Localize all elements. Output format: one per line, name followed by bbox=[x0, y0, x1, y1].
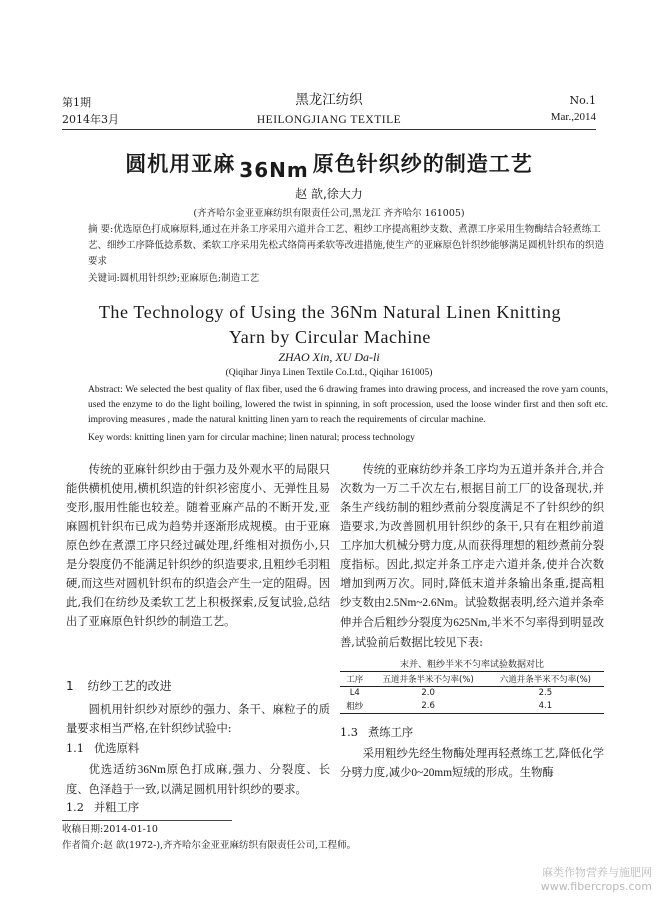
watermark-url: www.fibercrops.com bbox=[540, 880, 652, 893]
subsection-1-2-number: 1.2 bbox=[66, 801, 84, 814]
paper-title-cn bbox=[0, 148, 658, 182]
table-cell-label: 粗纱 bbox=[346, 702, 364, 712]
section-1-title: 纺纱工艺的改进 bbox=[87, 679, 172, 693]
header-rule bbox=[62, 129, 596, 130]
date-right: Mar.,2014 bbox=[550, 111, 596, 123]
paper-title-en: The Technology of Using the 36Nm Natural Linen Knitting Yarn by Circular Machine bbox=[98, 302, 562, 347]
issue-right: No.1 bbox=[569, 94, 596, 107]
subsection-1-1-heading bbox=[66, 740, 139, 756]
author-note-part-2: ),齐齐哈尔金亚亚麻纺织有限责任公司,工程师。 bbox=[156, 840, 357, 851]
subsection-1-3-heading bbox=[340, 724, 413, 740]
subsection-1-3-number: 1.3 bbox=[340, 726, 358, 739]
subsection-1-1-paragraph bbox=[66, 760, 330, 799]
s11-yarn-count: 36Nm bbox=[137, 764, 166, 776]
data-table bbox=[340, 671, 604, 714]
footnote-author bbox=[62, 838, 356, 854]
table-header-six-pass: 六道并条半米不匀率(%) bbox=[499, 675, 591, 685]
title-cn-part-1: 圆机用亚麻 bbox=[125, 152, 236, 176]
author-note-part-1: 赵 歆( bbox=[103, 840, 129, 851]
abstract-cn-text: 优选原色打成麻原料,通过在并条工序采用六道并合工艺、粗纱工序提高粗纱支数、煮漂工序采用生物酶结合轻煮练工艺、细纱工序降低捻系数、柔软工序采用先松式络筒再柔软等改进措施,使生产的亚麻原色针织纱能够满足圆机针织布的织造要求 bbox=[88, 224, 605, 267]
table-cell-label: L4 bbox=[349, 688, 360, 698]
affiliation-en: (Qiqihar Jinya Linen Textile Co.Ltd., Qiqihar 161005) bbox=[225, 368, 433, 378]
abstract-en-label: Abstract: bbox=[88, 385, 123, 395]
subsection-1-2-heading bbox=[66, 799, 139, 815]
keywords-en-label: Key words: bbox=[88, 433, 133, 443]
authors-cn: 赵 歆,徐大力 bbox=[295, 187, 363, 201]
title-cn-part-2: 原色针织纱的制造工艺 bbox=[312, 152, 533, 176]
section-1-number: 1 bbox=[66, 679, 74, 693]
right-text-part-3: ,半米不匀率得到明显改善,试验前后数据比较见下表: bbox=[340, 616, 604, 649]
s13-text-part-1: 采用粗纱先经生物酶处理再轻煮练工艺,降低化学分劈力度,减少 bbox=[340, 747, 604, 779]
right-text-part-1: 传统的亚麻纺纱并条工序均为五道并条并合,并合次数为一万二千次左右,根据目前工厂的设备现状,并条生产线纺制的粗纱煮前分裂度满足不了针织纱的织造要求,为改善圆机用针织纱的条干,只有在粗纱前道工序加大机械分劈力度,从而获得理想的粗纱煮前分裂度指标。因此,拟定并条工序走六道并条,使并合次数增加到两万次。同时,降低末道并条输出条重,提高粗纱支数由 bbox=[340, 463, 604, 609]
subsection-1-3-paragraph bbox=[340, 744, 604, 783]
table-header-process: 工序 bbox=[346, 675, 364, 685]
intro-paragraph: 传统的亚麻针织纱由于强力及外观水平的局限只能供横机使用,横机织造的针织衫密度小、无弹性且易变形,服用性能也较差。随着亚麻产品的不断开发,亚麻圆机针织布已成为趋势并逐渐形成规模。由于亚麻原色纱在煮漂工序只经过碱处理,纤维相对损伤小,只是分裂度仍不能满足针织纱的织造要求,且粗纱毛羽粗硬,而这些对圆机针织布的织造会产生一定的阻碍。因此,我们在纺纱及柔软工艺上积极探索,反复试验,总结出了亚麻原色针织纱的制造工艺。 bbox=[66, 463, 330, 628]
s11-text-part-1: 优选适纺 bbox=[88, 763, 138, 776]
received-date: 2014-01-10 bbox=[103, 824, 158, 835]
journal-title-cn: 黑龙江纺织 bbox=[295, 92, 363, 108]
date-left: 2014年3月 bbox=[62, 113, 119, 126]
affiliation-cn: (齐齐哈尔金亚亚麻纺织有限责任公司,黑龙江 齐齐哈尔 161005) bbox=[193, 208, 465, 219]
table-cell-five: 2.6 bbox=[421, 701, 435, 711]
footnote-rule bbox=[62, 820, 232, 821]
abstract-cn-label: 摘 要: bbox=[88, 224, 114, 235]
authors-en: ZHAO Xin, XU Da-li bbox=[278, 350, 380, 364]
keywords-cn bbox=[88, 271, 608, 287]
fiber-length-range: 0~20mm bbox=[411, 767, 453, 779]
table-row bbox=[340, 687, 604, 700]
abstract-en bbox=[88, 383, 608, 428]
subsection-1-2-title: 并粗工序 bbox=[93, 801, 140, 814]
subsection-1-1-title: 优选原料 bbox=[93, 742, 140, 755]
journal-title-en: HEILONGJIANG TEXTILE bbox=[256, 114, 402, 126]
received-label: 收稿日期: bbox=[62, 824, 104, 835]
table-header-five-pass: 五道并条半米不匀率(%) bbox=[382, 675, 474, 685]
keywords-cn-text: 圆机用针织纱;亚麻原色;制造工艺 bbox=[119, 273, 260, 284]
rove-split-value: 625Nm bbox=[453, 617, 488, 629]
s11-text-part-2: 原色打成麻,强力、分裂度、长度、色泽趋于一致,以满足圆机用针织纱的要求。 bbox=[66, 763, 330, 796]
rove-count-range: 2.5Nm~2.6Nm bbox=[385, 597, 454, 609]
section-1-heading bbox=[66, 677, 172, 694]
abstract-cn bbox=[88, 222, 608, 270]
table-cell-six: 4.1 bbox=[538, 701, 553, 711]
author-birth-year: 1972- bbox=[128, 840, 157, 851]
s13-text-part-2: 短绒的形成。生物酶 bbox=[452, 766, 554, 779]
subsection-1-1-number: 1.1 bbox=[66, 742, 84, 755]
issue-left: 第1期 bbox=[62, 96, 91, 109]
abstract-en-text: We selected the best quality of flax fiber, used the 6 drawing frames into drawing process, and increased the rove yarn counts, used the enzyme to do the light boiling, lowered the twist in spinning, in soft procession, used the loose winder first and then soft etc. improving measures , made the natural knitting linen yarn to reach the requirements of circular machine. bbox=[88, 385, 608, 425]
section-1-paragraph: 圆机用针织纱对原纱的强力、条干、麻粒子的质量要求相当严格,在针织纱试验中: bbox=[66, 703, 330, 735]
title-cn-yarn-count: 36Nm bbox=[239, 158, 309, 182]
watermark-cn: 麻类作物营养与施肥网 bbox=[542, 866, 652, 879]
keywords-cn-label: 关键词: bbox=[88, 273, 120, 284]
keywords-en-text: knitting linen yarn for circular machine; linen natural; process technology bbox=[134, 433, 415, 443]
data-table-caption: 末并、粗纱半米不匀率试验数据对比 bbox=[399, 660, 544, 670]
table-cell-six: 2.5 bbox=[538, 688, 553, 698]
table-row bbox=[340, 699, 604, 714]
subsection-1-3-title: 煮练工序 bbox=[367, 726, 414, 739]
author-note-label: 作者简介: bbox=[62, 840, 104, 851]
right-text-part-2: 。试验数据表明,经六道并条牵伸并合后粗纱分裂度为 bbox=[340, 596, 604, 629]
right-column-paragraph bbox=[340, 460, 604, 652]
footnote-received bbox=[62, 822, 158, 838]
keywords-en bbox=[88, 431, 608, 446]
table-cell-five: 2.0 bbox=[421, 688, 435, 698]
